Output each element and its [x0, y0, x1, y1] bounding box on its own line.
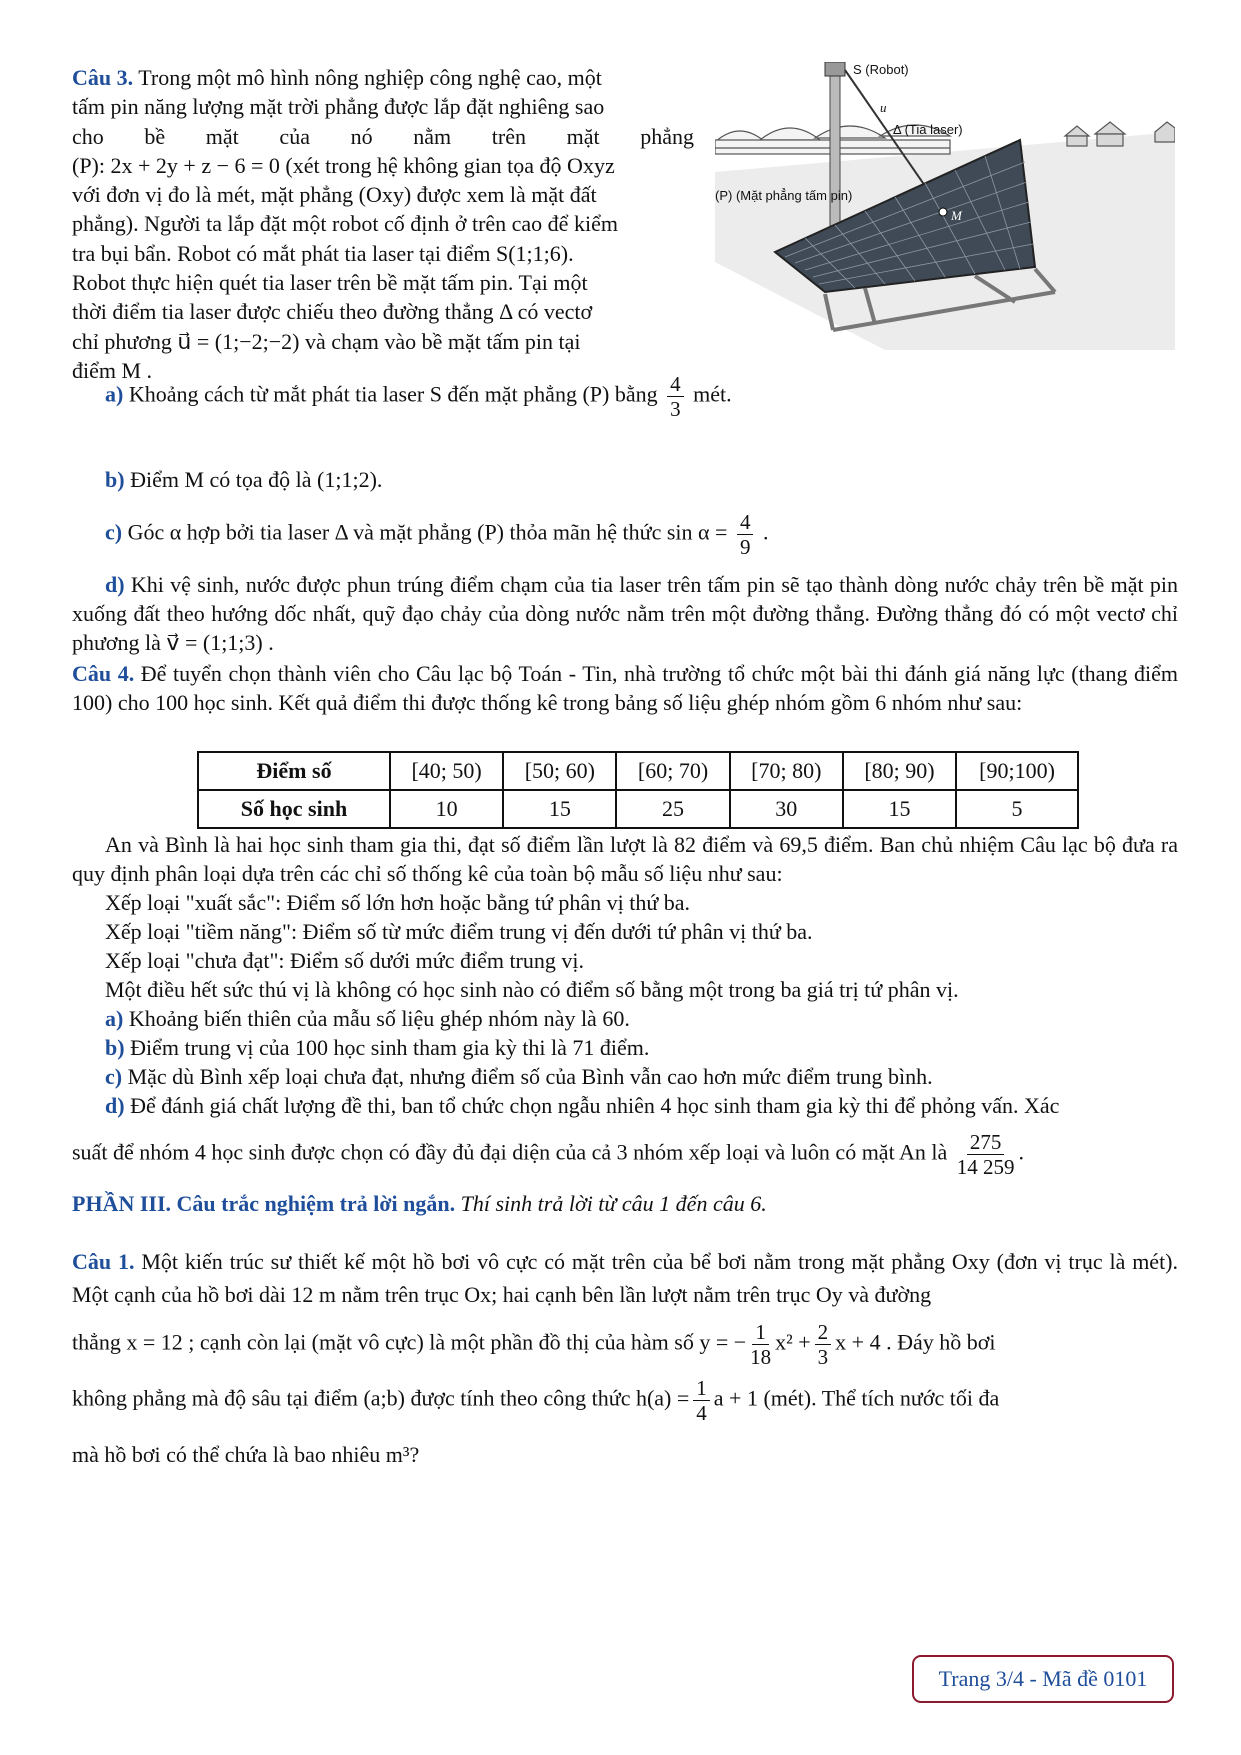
q1-text: Câu 1. Một kiến trúc sư thiết kế một hồ bơi vô cực có mặt trên của bể bơi nằm trong mặt phẳng Oxy (đơn vị trục là mét). Một cạnh của hồ bơi dài 12 m nằm trên trục Ox; hai cạnh bên lần lượt nằm trên trục Oy và đường — [72, 1249, 1179, 1307]
table-cell: 5 — [956, 790, 1078, 828]
q4-rule-2: Xếp loại "tiềm năng": Điểm số từ mức điểm trung vị đến dưới tứ phân vị thứ ba. — [105, 919, 813, 944]
u-vector-label: u⃗ — [880, 100, 897, 115]
table-cell: 15 — [843, 790, 956, 828]
fraction-4-3: $\frac{4}{3}$ — [667, 372, 684, 421]
q3-line-1: Câu 3. Trong một mô hình nông nghiệp công nghệ cao, một — [72, 65, 602, 90]
plane-label: (P) (Mặt phẳng tấm pin) — [715, 188, 853, 203]
table-cell: 15 — [503, 790, 616, 828]
q4-note: Một điều hết sức thú vị là không có học sinh nào có điểm số bằng một trong ba giá trị tứ phân vị. — [105, 977, 959, 1002]
q3-line-10: chỉ phương u⃗ = (1;−2;−2) và chạm vào bề mặt tấm pin tại — [72, 328, 581, 354]
q4-option-d-line2: suất để nhóm 4 học sinh được chọn có đầy đủ đại diện của cả 3 nhóm xếp loại và luôn có mặt An là $\frac{275}{14 259}$ . — [72, 1130, 1024, 1179]
q3-line-11: điểm M . — [72, 357, 153, 383]
q3-line-6: phẳng). Người ta lắp đặt một robot cố định ở trên cao để kiểm — [72, 211, 618, 237]
fraction-4-9: $\frac{4}{9}$ — [737, 510, 754, 559]
q3-option-a: a) Khoảng cách từ mắt phát tia laser S đến mặt phẳng (P) bằng $\frac{4}{3}$ mét. — [105, 372, 732, 421]
q3-line-9: thời điểm tia laser được chiếu theo đường thẳng Δ có vectơ — [72, 299, 593, 325]
q4-option-c: c) Mặc dù Bình xếp loại chưa đạt, nhưng điểm số của Bình vẫn cao hơn mức điểm trung bình. — [105, 1064, 933, 1089]
fraction-1-18: $\frac{1}{18}$ — [750, 1320, 772, 1369]
q4-rule-3: Xếp loại "chưa đạt": Điểm số dưới mức điểm trung vị. — [105, 948, 584, 973]
q3-option-b: b) Điểm M có tọa độ là (1;1;2). — [105, 467, 383, 492]
table-header-count: Số học sinh — [198, 790, 390, 828]
question-3-text — [72, 63, 694, 385]
fraction-275-14259: $\frac{275}{14 259}$ — [956, 1130, 1015, 1179]
solar-panel-illustration — [715, 62, 1175, 350]
table-cell: [50; 60) — [503, 752, 616, 790]
q4-para1: An và Bình là hai học sinh tham gia thi, đạt số điểm lần lượt là 82 điểm và 69,5 điểm. Ban chủ nhiệm Câu lạc bộ đưa ra quy định phân loại dựa trên các chỉ số thống kê của toàn bộ mẫu số liệu như sau: — [72, 832, 1178, 886]
part3-heading: PHẦN III. Câu trắc nghiệm trả lời ngắn. Thí sinh trả lời từ câu 1 đến câu 6. — [72, 1191, 767, 1216]
q1-line-function: thẳng x = 12 ; cạnh còn lại (mặt vô cực) là một phần đồ thị của hàm số y = − $\frac{1}{18}$ x² + $\frac{2}{3}$ x + 4 . Đáy hồ bơi — [72, 1320, 996, 1369]
q1-line-question: mà hồ bơi có thể chứa là bao nhiêu m³? — [72, 1442, 420, 1467]
page-footer: Trang 3/4 - Mã đề 0101 — [912, 1655, 1174, 1703]
table-cell: 10 — [390, 790, 503, 828]
m-label: M — [951, 208, 962, 223]
q3-line-3: cho bề mặt của nó nằm trên mặt phẳng — [72, 123, 694, 149]
q3-option-c: c) Góc α hợp bởi tia laser Δ và mặt phẳng (P) thỏa mãn hệ thức sin α = $\frac{4}{9}$ . — [105, 510, 769, 559]
table-cell: [40; 50) — [390, 752, 503, 790]
point-m — [939, 208, 947, 216]
table-row — [198, 790, 1078, 828]
table-cell: [70; 80) — [730, 752, 843, 790]
q3-option-d: d) Khi vệ sinh, nước được phun trúng điểm chạm của tia laser trên tấm pin sẽ tạo thành dòng nước chảy trên bề mặt pin xuống đất theo hướng dốc nhất, quỹ đạo chảy của dòng nước nằm trên một đường thẳng. Đường thẳng đó có một vectơ chỉ phương là v⃗ = (1;1;3) . — [72, 572, 1178, 655]
q4-rule-1: Xếp loại "xuất sắc": Điểm số lớn hơn hoặc bằng tứ phân vị thứ ba. — [105, 890, 691, 915]
table-cell: 30 — [730, 790, 843, 828]
q3-line-8: Robot thực hiện quét tia laser trên bề mặt tấm pin. Tại một — [72, 270, 588, 296]
laser-label: Δ (Tia laser) — [893, 122, 963, 137]
q4-option-a: a) Khoảng biến thiên của mẫu số liệu ghép nhóm này là 60. — [105, 1006, 630, 1031]
q4-intro: Câu 4. Để tuyển chọn thành viên cho Câu lạc bộ Toán - Tin, nhà trường tổ chức một bài thi đánh giá năng lực (thang điểm 100) cho 100 học sinh. Kết quả điểm thi được thống kê trong bảng số liệu ghép nhóm gồm 6 nhóm như sau: — [72, 661, 1179, 715]
q3-line-2: tấm pin năng lượng mặt trời phẳng được lắp đặt nghiêng sao — [72, 94, 605, 120]
table-cell: [90;100) — [956, 752, 1078, 790]
q3-label: Câu 3. — [72, 65, 134, 90]
table-row — [198, 752, 1078, 790]
table-cell: 25 — [616, 790, 729, 828]
solar-panel-figure — [715, 62, 1175, 350]
q3-line-5: với đơn vị đo là mét, mặt phẳng (Oxy) được xem là mặt đất — [72, 182, 597, 208]
q1-line-depth: không phẳng mà độ sâu tại điểm (a;b) được tính theo công thức h(a) = $\frac{1}{4}$ a + 1 (mét). Thể tích nước tối đa — [72, 1376, 1000, 1425]
q4-option-b: b) Điểm trung vị của 100 học sinh tham gia kỳ thi là 71 điểm. — [105, 1035, 650, 1060]
table-header-score: Điểm số — [198, 752, 390, 790]
q4-label: Câu 4. — [72, 661, 135, 686]
table-cell: [60; 70) — [616, 752, 729, 790]
score-table — [197, 751, 1079, 829]
q1-label: Câu 1. — [72, 1249, 135, 1274]
table-cell: [80; 90) — [843, 752, 956, 790]
fraction-1-4: $\frac{1}{4}$ — [693, 1376, 710, 1425]
robot-label: S (Robot) — [853, 62, 909, 77]
fraction-2-3: $\frac{2}{3}$ — [815, 1320, 832, 1369]
q3-line-4: (P): 2x + 2y + z − 6 = 0 (xét trong hệ không gian tọa độ Oxyz — [72, 152, 615, 178]
q3-line-7: tra bụi bẩn. Robot có mắt phát tia laser tại điểm S(1;1;6). — [72, 240, 574, 266]
q4-option-d-line1: d) Để đánh giá chất lượng đề thi, ban tổ chức chọn ngẫu nhiên 4 học sinh tham gia kỳ thi để phỏng vấn. Xác — [105, 1093, 1060, 1118]
